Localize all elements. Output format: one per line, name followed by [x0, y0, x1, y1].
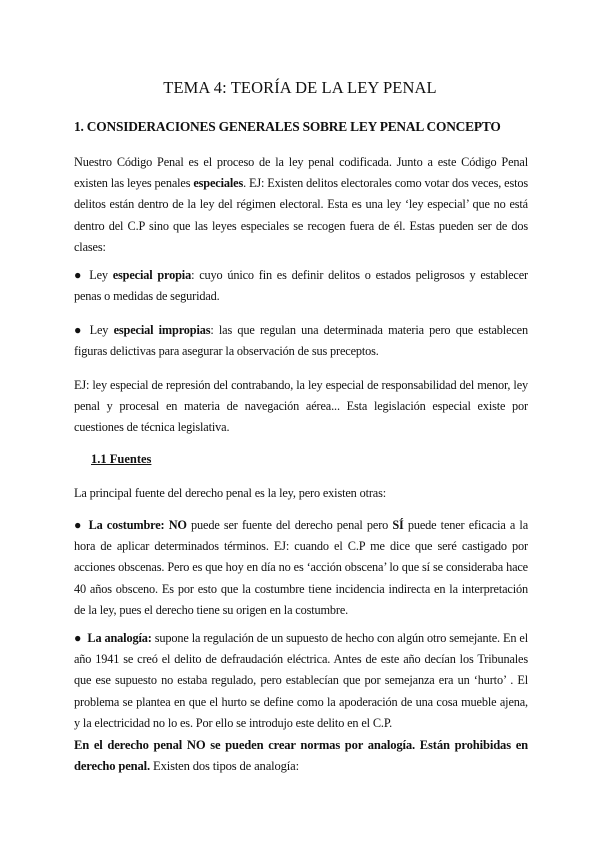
bullet-dot-icon: ● [74, 631, 82, 645]
prohibicion-bold: En el derecho penal NO se pueden crear normas por analogía. Están prohibidas en derecho penal. [74, 738, 528, 774]
bullet-analogia [74, 628, 528, 734]
bullet-dot-icon: ● [74, 268, 84, 282]
paragraph-fuentes-intro: La principal fuente del derecho penal es la ley, pero existen otras: [74, 486, 386, 500]
bullet-dot-icon: ● [74, 518, 83, 532]
subsection-heading-fuentes: 1.1 Fuentes [91, 452, 152, 466]
bullet-ley-especial-propia [74, 265, 528, 307]
intro-text-part1: Nuestro Código Penal es el proceso de la ley penal codificada. Junto a este Código Penal existen las leyes penales [74, 155, 528, 191]
paragraph-prohibicion-analogia [74, 735, 528, 777]
intro-bold-especiales: especiales [193, 176, 244, 191]
bullet-propia-lead: Ley [89, 268, 113, 282]
bullet-propia-text: : cuyo único fin es definir delitos o estados peligrosos y establecer penas o medidas de seguridad. [74, 268, 528, 304]
bullet-ley-especial-impropias [74, 320, 528, 362]
analogia-bold-label: La analogía: [87, 631, 152, 645]
paragraph-intro-codigo-penal [74, 152, 528, 258]
paragraph-example-contrabando: EJ: ley especial de represión del contrabando, la ley especial de responsabilidad del menor, ley penal y procesal en materia de navegación aérea... Esta legislación especial existe por cuestiones de técnica legislativa. [74, 378, 528, 435]
analogia-text: supone la regulación de un supuesto de hecho con algún otro semejante. En el año 1941 se creó el delito de defraudación eléctrica. Antes de este año decían los Tribunales que ese supuesto no estaba regulado, pero establecían que por semejanza era un ‘hurto’ . El problema se plantea en que el hurto se define como la apoderación de una cosa mueble ajena, y la electricidad no lo es. Por ello se introdujo este delito en el C.P. [74, 631, 529, 730]
bullet-costumbre [74, 515, 528, 621]
costumbre-text-2: puede tener eficacia a la hora de aplicar determinados términos. EJ: cuando el C.P me dice que seré castigado por acciones obscenas. Pero es que hoy en día no es ‘acción obscena’ lo que sí se consideraba hace 40 años obsceno. Es por esto que la costumbre tiene incidencia indirecta en la interpretación de la ley, pues el derecho tiene su origen en la costumbre. [74, 518, 528, 617]
bullet-impropia-text: : las que regulan una determinada materia pero que establecen figuras delictivas para asegurar la observación de sus preceptos. [74, 323, 528, 359]
bullet-impropia-bold: especial impropias [113, 323, 211, 337]
costumbre-bold-label: La costumbre: NO [88, 518, 187, 532]
intro-text-part2: . EJ: Existen delitos electorales como votar dos veces, estos delitos están dentro de la ley del régimen electoral. Esta es una ley ‘ley especial’ que no está dentro del C.P sino que las leyes especiales se recogen fuera de él. Estas pueden ser de dos clases: [74, 176, 529, 254]
costumbre-bold-si: SÍ [392, 518, 404, 532]
bullet-propia-bold: especial propia [112, 268, 192, 282]
section-heading-consideraciones: 1. CONSIDERACIONES GENERALES SOBRE LEY PENAL CONCEPTO [74, 119, 501, 134]
bullet-dot-icon: ● [74, 323, 84, 337]
document-title: TEMA 4: TEORÍA DE LA LEY PENAL [163, 78, 437, 97]
bullet-impropia-lead: Ley [89, 323, 114, 337]
costumbre-text-1: puede ser fuente del derecho penal pero [186, 518, 393, 532]
prohibicion-text: Existen dos tipos de analogía: [150, 759, 299, 774]
